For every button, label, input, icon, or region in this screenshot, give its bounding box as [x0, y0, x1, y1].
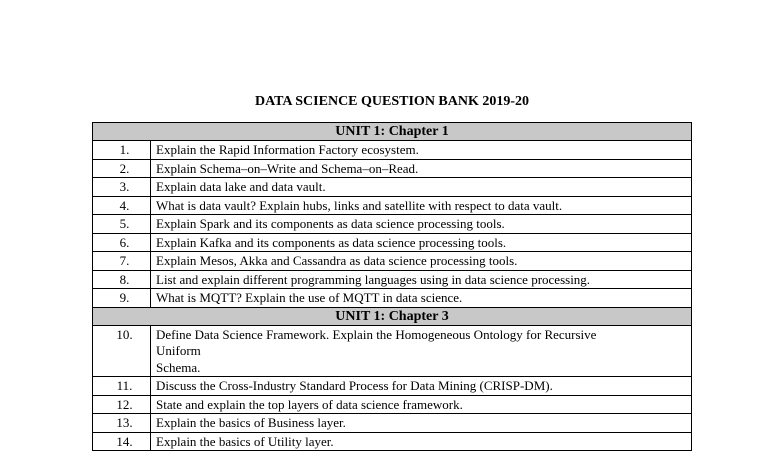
- question-text-line: Define Data Science Framework. Explain the Homogeneous Ontology for Recursive: [156, 326, 597, 342]
- question-number: 3.: [93, 178, 151, 197]
- question-number: 10.: [93, 325, 151, 377]
- question-number: 6.: [93, 233, 151, 252]
- question-number: 7.: [93, 252, 151, 271]
- question-number: 14.: [93, 432, 151, 451]
- question-row: [93, 196, 692, 215]
- question-number: 4.: [93, 196, 151, 215]
- question-number: 8.: [93, 270, 151, 289]
- unit-heading: UNIT 1: Chapter 1: [93, 123, 692, 141]
- question-text: Explain data lake and data vault.: [151, 178, 692, 197]
- question-row: [93, 233, 692, 252]
- question-text: List and explain different programming languages using in data science processing.: [151, 270, 692, 289]
- question-number: 5.: [93, 215, 151, 234]
- question-text: Discuss the Cross-Industry Standard Process for Data Mining (CRISP-DM).: [151, 377, 692, 396]
- question-text: Explain Spark and its components as data science processing tools.: [151, 215, 692, 234]
- question-number: 12.: [93, 395, 151, 414]
- question-row: [93, 215, 692, 234]
- question-text: What is MQTT? Explain the use of MQTT in data science.: [151, 289, 692, 308]
- question-text: [151, 325, 692, 377]
- question-text: Explain Schema–on–Write and Schema–on–Read.: [151, 159, 692, 178]
- question-number: 1.: [93, 141, 151, 160]
- question-text: Explain Mesos, Akka and Cassandra as data science processing tools.: [151, 252, 692, 271]
- question-text: State and explain the top layers of data science framework.: [151, 395, 692, 414]
- question-row: [93, 141, 692, 160]
- question-row: [93, 178, 692, 197]
- question-row: [93, 395, 692, 414]
- unit-heading: UNIT 1: Chapter 3: [93, 307, 692, 325]
- unit-heading-row: [93, 123, 692, 141]
- question-row: [93, 377, 692, 396]
- question-number: 11.: [93, 377, 151, 396]
- question-text: Explain the Rapid Information Factory ecosystem.: [151, 141, 692, 160]
- question-text-line: Schema.: [156, 359, 201, 375]
- question-row: [93, 289, 692, 308]
- page-title: DATA SCIENCE QUESTION BANK 2019-20: [254, 94, 530, 109]
- question-row: [93, 325, 692, 377]
- question-table: [92, 122, 692, 451]
- question-row: [93, 159, 692, 178]
- question-row: [93, 414, 692, 433]
- question-text: Explain Kafka and its components as data science processing tools.: [151, 233, 692, 252]
- question-row: [93, 270, 692, 289]
- unit-heading-row: [93, 307, 692, 325]
- question-text: Explain the basics of Business layer.: [151, 414, 692, 433]
- question-row: [93, 252, 692, 271]
- question-text: Explain the basics of Utility layer.: [151, 432, 692, 451]
- question-text-line: Uniform: [156, 343, 201, 358]
- question-row: [93, 432, 692, 451]
- question-number: 9.: [93, 289, 151, 308]
- question-text: What is data vault? Explain hubs, links and satellite with respect to data vault.: [151, 196, 692, 215]
- question-number: 2.: [93, 159, 151, 178]
- question-number: 13.: [93, 414, 151, 433]
